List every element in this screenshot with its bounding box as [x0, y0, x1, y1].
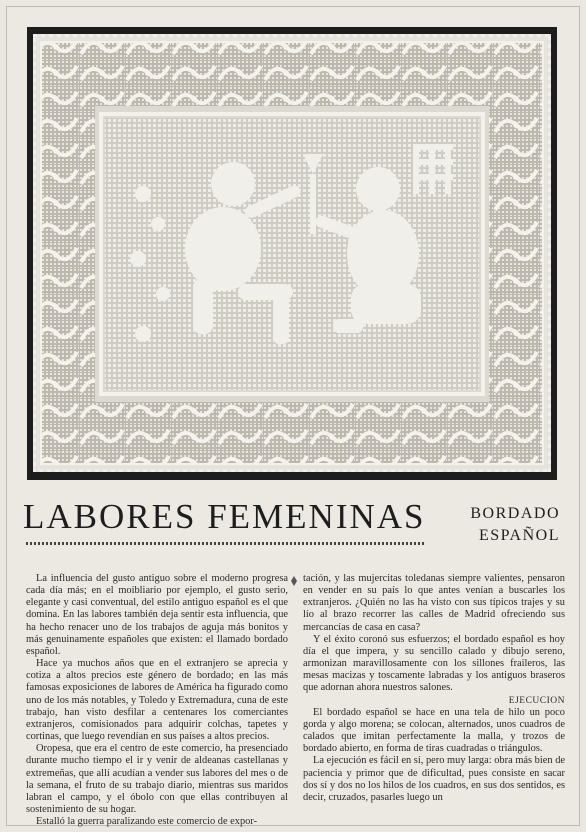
paragraph: La influencia del gusto antiguo sobre el moderno progresa cada día más; en el moibliario por ejemplo, el gusto serio, elegante y casi conventual, del estilo antiguo español es el que domina. En las labores también deja sentir esta influencia, que ha hecho renacer uno de los trabajos de aguja más bonitos y más genuinamente españoles que existen: el llamado bordado español.	[26, 573, 288, 657]
lace-doily-illustration	[33, 34, 551, 472]
paragraph: El bordado español se hace en una tela de hilo un poco gorda y algo morena; se colocan, alternados, unos cuadros de calados que imitan perfectamente la malla, y trozos de bordado abierto, en forma de tiras cuadradas o triángulos.	[303, 706, 565, 755]
paragraph: Y el éxito coronó sus esfuerzos; el bordado español es hoy día el que impera, y su sencillo calado y dibujo sereno, armonizan maravillosamente con los sillones fraileros, las mesas macizas y toscamente labradas y los antiguos braseros que adornan ahora nuestros salones.	[303, 633, 565, 694]
article-subtitle	[430, 503, 560, 547]
column-ornament-icon	[289, 575, 299, 587]
paragraph: Estalló la guerra paralizando este comercio de expor-	[36, 816, 258, 828]
subtitle-line-2: ESPAÑOL	[478, 527, 560, 544]
section-heading: EJECUCION	[508, 695, 565, 706]
paragraph: Oropesa, que era el centro de este comercio, ha presenciado durante mucho tiempo el ir y venir de aldeanas castellanas y extremeñas, que allí acudían a vender sus labores del mes o de la semana, el fruto de su trabajo diario, mientras sus maridos labran el campo, y el óbolo con que ellas contribuyen al sostenimiento de su hogar.	[26, 743, 288, 815]
left-column	[26, 573, 288, 828]
paragraph: tación, y las mujercitas toledanas siempre valientes, pensaron en vender en su país lo que antes venían a buscarles los extranjeros. ¿Quién no las ha visto con sus típicos trajes y su lío al brazo recorrer las calles de Madrid ofreciendo sus mercancías de casa en casa?	[303, 573, 565, 633]
article-title: LABORES FEMENINAS	[23, 497, 426, 536]
right-column	[303, 573, 565, 804]
paragraph: Hace ya muchos años que en el extranjero se aprecia y cotiza a altos precios este género de bordado; en las más famosas exposiciones de labores de América ha figurado como uno de los más notables, y Toledo y Extremadura, cuna de este trabajo, han visto desfilar a centenares los comerciantes extranjeros, comisionados para adquirir colchas, tapetes y cortinas, que luego revendían en sus países a altos precios.	[26, 658, 288, 743]
title-dotted-rule	[26, 542, 426, 545]
paragraph: La ejecución es fácil en sí, pero muy larga: obra más bien de paciencia y primor que de dificultad, pues consiste en sacar dos sí y dos no los hilos de los cuadros, en sus dos sentidos, es decir, cruzados, pasarles luego un	[303, 755, 565, 803]
subtitle-line-1: BORDADO	[470, 505, 560, 522]
